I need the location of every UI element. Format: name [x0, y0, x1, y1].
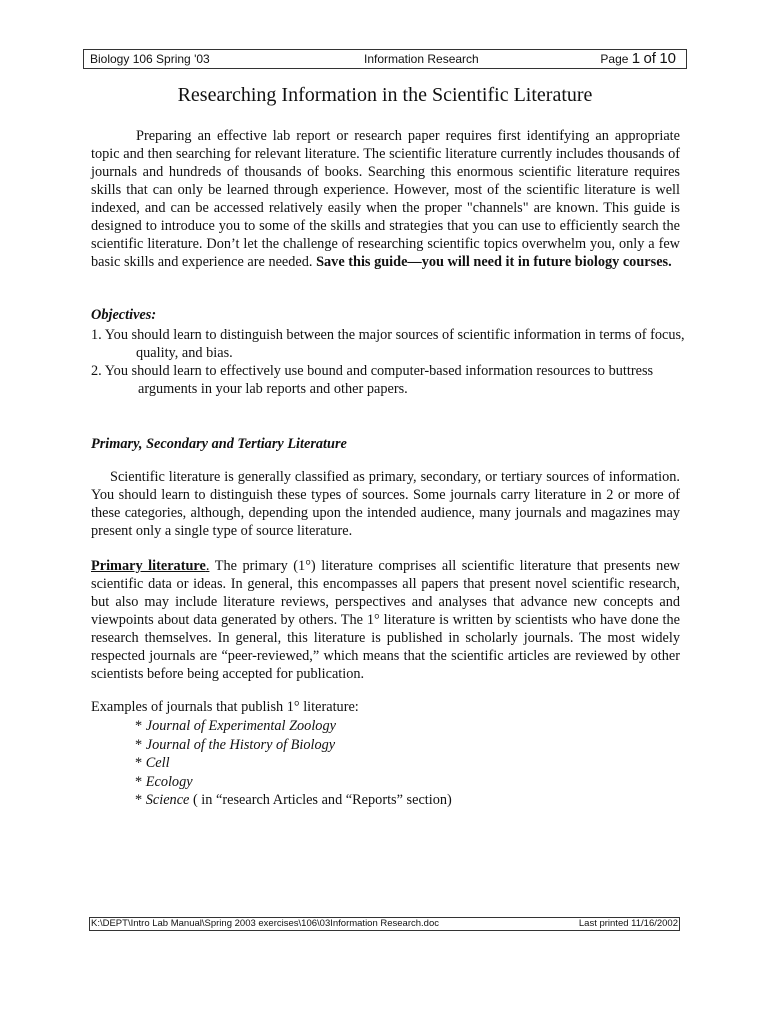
header-topic: Information Research — [364, 52, 479, 66]
page-current: 1 — [631, 50, 641, 67]
page-footer — [89, 917, 680, 931]
intro-paragraph — [91, 127, 680, 271]
header-page-number — [600, 50, 676, 67]
page-total: 10 — [659, 50, 676, 67]
bullet-asterisk: * — [135, 718, 146, 734]
journal-list-item — [135, 773, 452, 792]
primary-literature-paragraph — [91, 557, 680, 683]
intro-text: Preparing an effective lab report or research paper requires first identifying an appropriate topic and then searching for relevant literature. The scientific literature currently includes thousands of journals and hundreds of thousands of books. Searching this enormous scientific literature requires skills that can only be learned through experience. However, most of the scientific literature is well indexed, and can be accessed relatively easily when the proper "channels" are known. This guide is designed to introduce you to some of the skills and strategies that you can use to efficiently search the scientific literature. Don’t let the challenge of researching scientific topics overwhelm you, only a few basic skills and experience are needed. — [91, 128, 680, 270]
examples-heading: Examples of journals that publish 1° literature: — [91, 699, 359, 715]
document-title: Researching Information in the Scientific Literature — [177, 84, 593, 106]
page-of: of — [643, 50, 656, 67]
objective-text: You should learn to distinguish between the major sources of scientific information in terms of focus, quality, and bias. — [104, 327, 685, 361]
journal-name: Journal of Experimental Zoology — [145, 718, 336, 734]
classification-paragraph: Scientific literature is generally classified as primary, secondary, or tertiary sources of information. You should learn to distinguish these types of sources. Some journals carry literature in 2 or more of these categories, although, depending upon the intended audience, many journals and magazines may present only a single type of source literature. — [91, 469, 680, 539]
bullet-asterisk: * — [135, 773, 146, 790]
journal-name: Ecology — [145, 773, 193, 790]
journal-name: Science — [145, 792, 190, 808]
objective-item — [91, 362, 691, 398]
journal-note: ( in “research Articles and “Reports” section) — [189, 792, 452, 808]
primary-literature-label: Primary literature — [91, 558, 206, 574]
footer-file-path: K:\DEPT\Intro Lab Manual\Spring 2003 exercises\106\03Information Research.doc — [91, 918, 439, 929]
objective-number: 1. — [91, 327, 102, 343]
header-course: Biology 106 Spring '03 — [90, 52, 210, 66]
journal-list-item — [135, 791, 452, 810]
section-heading: Primary, Secondary and Tertiary Literature — [91, 436, 347, 452]
journal-list-item — [135, 717, 452, 736]
journal-list-item — [135, 736, 452, 755]
objectives-heading: Objectives: — [91, 307, 157, 323]
journal-name: Journal of the History of Biology — [145, 736, 336, 753]
objective-item — [91, 326, 691, 362]
bullet-asterisk: * — [135, 792, 146, 808]
bullet-asterisk: * — [135, 736, 146, 753]
objectives-list — [91, 326, 691, 398]
primary-label-period: . — [205, 558, 210, 574]
primary-literature-text: The primary (1°) literature comprises all scientific literature that presents new scientific data or ideas. In general, this encompasses all papers that present novel scientific research, but also may include literature reviews, perspectives and analyses that advance new concepts and viewpoints about data generated by others. The 1° literature is written by scientists who have done the research themselves. In general, this literature is published in scholarly journals. The most widely respected journals are “peer-reviewed,” which means that the scientific articles are reviewed by other scientists before being accepted for publication. — [91, 558, 680, 682]
journal-list-item — [135, 754, 452, 773]
journal-examples-list — [135, 717, 452, 810]
bullet-asterisk: * — [135, 755, 146, 771]
objective-text: You should learn to effectively use bound and computer-based information resources to buttress arguments in your lab reports and other papers. — [104, 363, 654, 397]
intro-bold-note: Save this guide—you will need it in future biology courses. — [316, 254, 672, 270]
page-label: Page — [600, 52, 629, 66]
objective-number: 2. — [91, 363, 102, 379]
page-header — [83, 49, 687, 69]
journal-name: Cell — [145, 755, 170, 771]
footer-last-printed: Last printed 11/16/2002 — [578, 918, 678, 929]
